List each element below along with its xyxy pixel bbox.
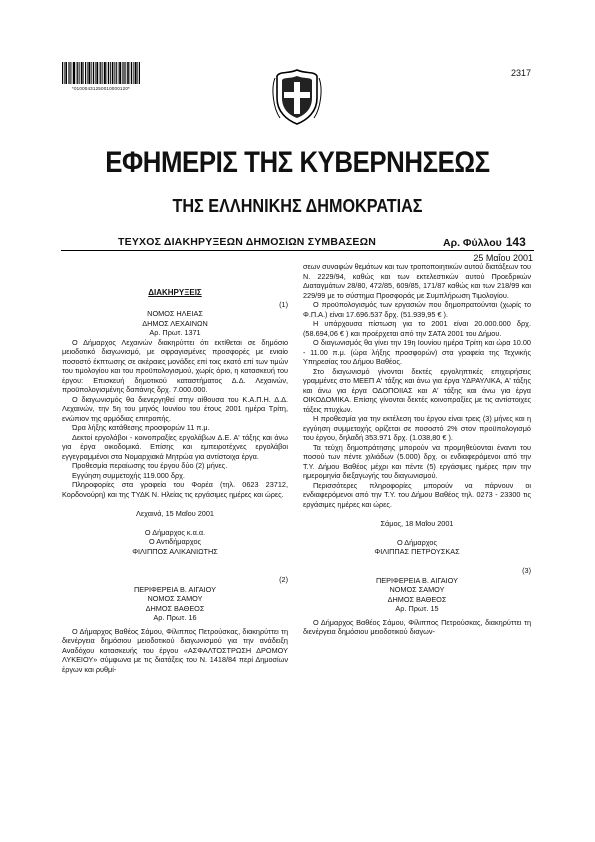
- right-column: [303, 262, 531, 637]
- place-date: Σάμος, 18 Μαΐου 2001: [380, 518, 454, 528]
- paragraph: Ώρα λήξης κατάθεσης προσφορών 11 π.μ.: [72, 423, 210, 432]
- paragraph: Ο Δήμαρχος Βαθέος Σάμου, Φίλιππος Πετρούσκας, διακηρύττει τη διενέργεια δημόσιου μειοδοτικού διαγων-: [303, 617, 531, 636]
- notice-marker: (2): [279, 575, 288, 584]
- protocol-number: Αρ. Πρωτ. 16: [153, 613, 197, 622]
- paragraph: Περισσότερες πληροφορίες μπορούν να πάρνουν οι ενδιαφερόμενοι από την Τ.Υ. του Δήμου Βαθέος τηλ. 0273 - 23300 τις εργάσιμες ημέρες και ώρες.: [303, 480, 531, 509]
- signatory-name: ΦΙΛΙΠΠΟΣ ΑΛΙΚΑΝΙΩΤΗΣ: [132, 546, 218, 556]
- gazette-title: ΕΦΗΜΕΡΙΣ ΤΗΣ ΚΥΒΕΡΝΗΣΕΩΣ: [105, 146, 490, 179]
- barcode-number: *01000431250010000120*: [72, 86, 130, 91]
- paragraph: Η προθεσμία για την εκτέλεση του έργου είναι τρεις (3) μήνες και η εγγύηση συμμετοχής ορίζεται σε ποσοστό 2% στον προϋπολογισμό του έργου, δηλαδή 353.971 δρχ. (1.038,80 € ).: [303, 414, 531, 442]
- paragraph: Τα τεύχη δημοπράτησης μπορούν να προμηθεύονται έναντι του ποσού των πέντε χιλιάδων (5.000) δρχ. οι ενδιαφερόμενοι από την Τ.Υ. Δήμου Βαθέος μέχρι και πέντε (5) εργάσιμες ημέρες πριν την ημερομηνία διεξαγωγής του διαγωνισμού.: [303, 442, 531, 480]
- org-name: ΔΗΜΟΣ ΒΑΘΕΟΣ: [387, 594, 447, 604]
- sheet-label: Αρ. Φύλλου: [443, 237, 502, 249]
- org-name: ΝΟΜΟΣ ΣΑΜΟΥ: [389, 585, 445, 594]
- barcode-image: [62, 62, 140, 84]
- protocol-number: Αρ. Πρωτ. 15: [395, 604, 439, 613]
- org-name: ΝΟΜΟΣ ΣΑΜΟΥ: [147, 594, 203, 603]
- paragraph: Εγγύηση συμμετοχής 119.000 δρχ.: [72, 470, 185, 480]
- protocol-number: Αρ. Πρωτ. 1371: [149, 328, 201, 337]
- org-name: ΔΗΜΟΣ ΒΑΘΕΟΣ: [145, 603, 205, 613]
- left-column: [62, 288, 288, 674]
- paragraph: Στο διαγωνισμό γίνονται δεκτές εργοληπτικές επιχειρήσεις γραμμένες στο ΜΕΕΠ Α' τάξης και άνω για έργα ΥΔΡΑΥΛΙΚΑ, Α' τάξης και άνω για έργα ΟΔΟΠΟΙΙΑΣ και Α' τάξης και άνω για έργα ΟΙΚΟΔΟΜΙΚΑ. Επίσης γίνονται δεκτές κοινοπραξίες με τις αντίστοιχες τάξεις πτυχίων.: [303, 366, 531, 414]
- place-date: Λεχαινά, 15 Μαΐου 2001: [136, 508, 214, 518]
- paragraph: Δεκτοί εργολάβοι - κοινοπραξίες εργολάβων Δ.Ε. Α' τάξης και άνω για έργα οικοδομικά. Επίσης και εμπειροτέχνες εργολάβοι εγγεγραμμένοι στα Νομαρχιακά Μητρώα για αντίστοιχα έργα.: [62, 432, 288, 461]
- section-heading: ΔΙΑΚΗΡΥΞΕΙΣ: [148, 288, 202, 297]
- issue-series: ΤΕΥΧΟΣ ΔΙΑΚΗΡΥΞΕΩΝ ΔΗΜΟΣΙΩΝ ΣΥΜΒΑΣΕΩΝ: [118, 236, 377, 248]
- paragraph: Ο διαγωνισμός θα γίνει την 19η Ιουνίου ημέρα Τρίτη και ώρα 10.00 - 11.00 π.μ. (ώρα λήξης προσφορών) στα γραφεία της Τεχνικής Υπηρεσίας του Δήμου Βαθέος.: [303, 338, 531, 366]
- paragraph: Η υπάρχουσα πίστωση για το 2001 είναι 20.000.000 δρχ. (58.694,06 € ) και προέρχεται από την ΣΑΤΑ 2001 του Δήμου.: [303, 319, 531, 338]
- gazette-subtitle: ΤΗΣ ΕΛΛΗΝΙΚΗΣ ΔΗΜΟΚΡΑΤΙΑΣ: [172, 196, 423, 216]
- notice-marker: (3): [522, 566, 531, 575]
- page-number: 2317: [510, 68, 531, 78]
- signatory-name: ΦΙΛΙΠΠΑΣ ΠΕΤΡΟΥΣΚΑΣ: [374, 547, 460, 556]
- paragraph: σεων συναφών θεμάτων και των τροποποιητικών αυτού διατάξεων του Ν. 2229/94, καθώς και των εκτελεστικών αυτού Προεδρικών Διαταγμάτων 28/80, 472/85, 609/85, 171/87 καθώς και των 218/99 και 229/99 με το σύστημα Προσφοράς με Συμπλήρωση Τιμολογίου.: [303, 262, 531, 300]
- org-name: ΔΗΜΟΣ ΛΕΧΑΙΝΩΝ: [142, 318, 208, 328]
- paragraph: Πληροφορίες στα γραφεία του Φορέα (τηλ. 0623 23712, Κορδονούρη) και της ΤΥΔΚ Ν. Ηλείας τις εργάσιμες ημέρες και ώρες.: [62, 480, 288, 499]
- paragraph: Ο προϋπολογισμός των εργασιών που δημοπρατούνται (χωρίς το Φ.Π.Α.) είναι 17.696.537 δρχ. (51.939,95 € ).: [303, 300, 531, 319]
- paragraph: Ο διαγωνισμός θα διενεργηθεί στην αίθουσα του Κ.Α.Π.Η. Δ.Δ. Λεχαινών, την 5η του μηνός Ιουνίου του έτους 2001 ημέρα Τρίτη, ενώπιον της αρμόδιας επιτροπής.: [62, 394, 288, 423]
- coat-of-arms-icon: [272, 68, 322, 126]
- issue-date: 25 Μαΐου 2001: [473, 253, 533, 263]
- org-name: ΠΕΡΙΦΕΡΕΙΑ Β. ΑΙΓΑΙΟΥ: [134, 584, 216, 594]
- org-name: ΝΟΜΟΣ ΗΛΕΙΑΣ: [147, 309, 203, 318]
- sheet-number: 143: [505, 235, 526, 249]
- org-name: ΠΕΡΙΦΕΡΕΙΑ Β. ΑΙΓΑΙΟΥ: [376, 575, 458, 585]
- signatory-title: Ο Δήμαρχος κ.α.α.: [144, 527, 206, 537]
- signatory-title: Ο Αντιδήμαρχος: [148, 537, 202, 546]
- paragraph: Ο Δήμαρχος Βαθέος Σάμου, Φίλιππος Πετρούσκας, διακηρύττει τη διενέργεια δημόσιου μειοδοτικού διαγωνισμού για την ανάδειξη Αναδόχου κατασκευής του έργου «ΑΣΦΑΛΤΟΣΤΡΩΣΗ ΔΡΟΜΟΥ ΛΥΚΕΙΟΥ» σύμφωνα με τις διατάξεις του Ν. 1418/84 περί Δημοσίων έργων και ρυθμί-: [62, 626, 288, 674]
- paragraph: Ο Δήμαρχος Λεχαινών διακηρύττει ότι εκτίθεται σε δημόσιο μειοδοτικό διαγωνισμό, με σφραγισμένες προσφορές με ενιαίο ποσοστό έκπτωσης σε ακέραιες μονάδες επί τοις εκατό επί των τιμών του τιμολογίου και του προϋπολογισμού, χωρίς όριο, η κατασκευή του έργου: Επισκευή δημοτικού καταστήματος Δ.Δ. Λεχαινών, προϋπολογισμένης δαπάνης δρχ. 7.000.000.: [62, 337, 288, 394]
- header-rule: [61, 250, 534, 251]
- sheet-number-block: [443, 235, 526, 249]
- signatory-title: Ο Δήμαρχος: [396, 537, 437, 547]
- notice-marker: (1): [279, 299, 288, 309]
- paragraph: Προθεσμία περαίωσης του έργου δύο (2) μήνες.: [72, 461, 228, 470]
